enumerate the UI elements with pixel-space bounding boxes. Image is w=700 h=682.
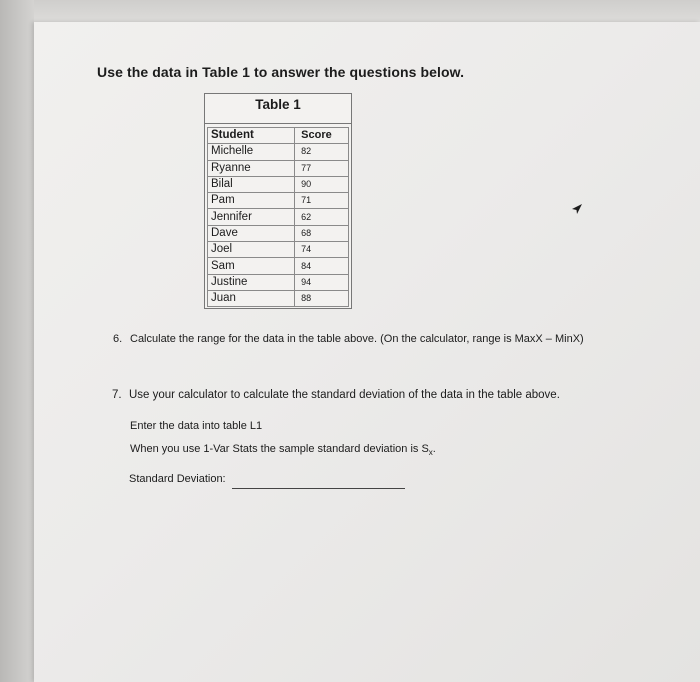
- standard-deviation-label: Standard Deviation:: [129, 473, 226, 485]
- student-score: 82: [295, 144, 349, 160]
- worksheet-instruction: Use the data in Table 1 to answer the questions below.: [97, 64, 465, 80]
- score-column-header: Score: [295, 128, 349, 144]
- table-header-row: [208, 128, 349, 144]
- table-row: [208, 290, 349, 306]
- student-name: Juan: [208, 290, 295, 306]
- one-var-stats-text: When you use 1-Var Stats the sample standard deviation is S: [130, 443, 429, 455]
- standard-deviation-answer-line[interactable]: [232, 488, 405, 489]
- subscript-x: x: [428, 448, 433, 458]
- student-name: Michelle: [208, 144, 295, 160]
- table-row: [208, 160, 349, 176]
- student-score: 94: [295, 274, 349, 290]
- student-name: Dave: [208, 225, 295, 241]
- worksheet-paper: [34, 22, 700, 682]
- student-name: Jennifer: [208, 209, 295, 225]
- question-7-text: Use your calculator to calculate the standard deviation of the data in the table above.: [129, 389, 560, 401]
- question-6-number: 6.: [113, 333, 123, 345]
- student-score: 84: [295, 258, 349, 274]
- table-row: [208, 242, 349, 258]
- question-7-number: 7.: [112, 389, 122, 401]
- top-background-strip: [0, 0, 700, 24]
- score-table: [207, 127, 349, 307]
- student-name: Joel: [208, 242, 295, 258]
- table-title: Table 1: [255, 97, 301, 112]
- student-score: 74: [295, 242, 349, 258]
- student-score: 77: [295, 160, 349, 176]
- student-score: 62: [295, 209, 349, 225]
- one-var-stats-period: .: [432, 443, 436, 455]
- table-row: [208, 193, 349, 209]
- data-table: [204, 93, 352, 309]
- arrow-cursor-icon: [571, 203, 583, 222]
- table-row: [208, 225, 349, 241]
- student-name: Pam: [208, 193, 295, 209]
- table-row: [208, 258, 349, 274]
- question-6: [113, 333, 584, 345]
- table-row: [208, 144, 349, 160]
- student-name: Justine: [208, 274, 295, 290]
- student-score: 90: [295, 176, 349, 192]
- table-title-divider: [205, 123, 351, 124]
- student-name: Sam: [208, 258, 295, 274]
- student-score: 71: [295, 193, 349, 209]
- student-score: 88: [295, 290, 349, 306]
- student-name: Ryanne: [208, 160, 295, 176]
- table-row: [208, 274, 349, 290]
- enter-data-instruction: Enter the data into table L1: [130, 420, 263, 432]
- student-column-header: Student: [208, 128, 295, 144]
- left-background-shadow: [0, 0, 34, 682]
- student-score: 68: [295, 225, 349, 241]
- table-row: [208, 176, 349, 192]
- student-name: Bilal: [208, 176, 295, 192]
- table-row: [208, 209, 349, 225]
- one-var-stats-instruction: [130, 443, 436, 457]
- question-7: [112, 389, 560, 401]
- question-6-text: Calculate the range for the data in the table above. (On the calculator, range is MaxX – MinX): [130, 333, 584, 345]
